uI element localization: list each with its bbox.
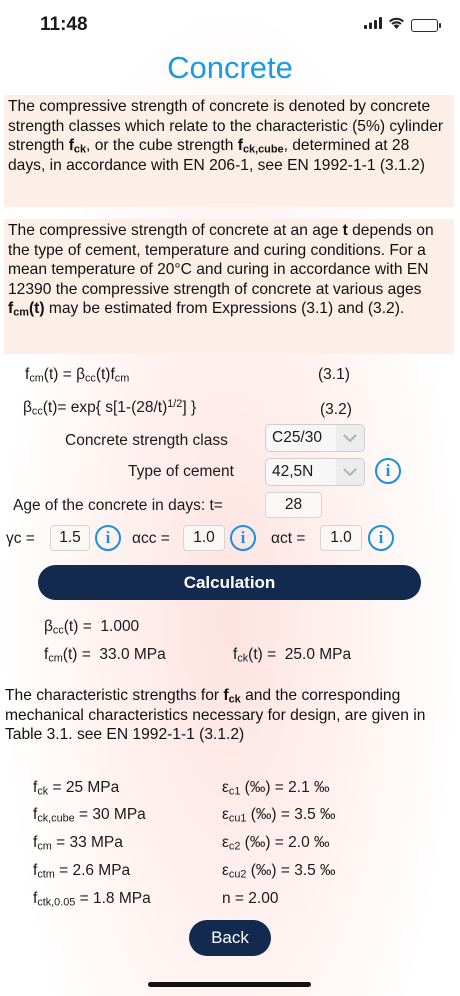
result-bcc: $\beta_{cc}(t) = 1.000$ (44, 618, 140, 637)
alpha-cc-label: αcc = (132, 530, 170, 547)
cement-value: 42,5N (272, 463, 314, 480)
signal-icon (364, 16, 382, 34)
strength-class-select[interactable] (265, 424, 365, 452)
char-fckcube: $f_{ck,cube} = 30$ MPa (33, 806, 146, 825)
gamma-c-input[interactable]: 1.5 (50, 525, 90, 551)
formula-3-2-ref: (3.2) (320, 401, 352, 418)
result-fcm: $f_{cm}(t) = 33.0$ MPa (44, 646, 166, 665)
age-input[interactable]: 28 (265, 492, 322, 518)
cement-label: Type of cement (128, 463, 234, 480)
char-ecu2: $\varepsilon_{cu2}$ (‰) = 3.5 ‰ (222, 862, 336, 881)
intro-paragraph-2: The compressive strength of concrete at an age t depends on the type of cement, temperature and curing conditions. For a mean temperature of 20°C and curing in accordance with EN 12390 the compressive strength of concrete at various ages $f_{cm}(t)$ may be estimated from Expressions (3.1) and (3.2). (4, 219, 454, 354)
result-fck: $f_{ck}(t) = 25.0$ MPa (233, 646, 352, 665)
alpha-ct-label: αct = (271, 530, 306, 547)
calculation-button[interactable]: Calculation (38, 565, 421, 600)
strength-class-value: C25/30 (272, 429, 322, 446)
cement-select[interactable] (265, 458, 365, 486)
status-bar (0, 0, 460, 50)
char-fcm: $f_{cm} = 33$ MPa (33, 834, 123, 853)
alpha-ct-input[interactable]: 1.0 (320, 525, 362, 551)
alpha-cc-info-icon[interactable]: i (230, 525, 256, 551)
char-fck: $f_{ck} = 25$ MPa (33, 779, 120, 798)
formula-3-1-ref: (3.1) (318, 366, 350, 383)
char-fctm: $f_{ctm} = 2.6$ MPa (33, 862, 131, 881)
gamma-c-label: γc = (6, 530, 35, 547)
formula-3-1: $f_{cm}(t) = \beta_{cc}(t)f_{cm}$ (25, 366, 130, 385)
home-indicator[interactable] (148, 982, 311, 987)
chevron-down-icon (336, 425, 364, 451)
strength-class-label: Concrete strength class (65, 432, 228, 449)
char-n: n = 2.00 (222, 890, 279, 907)
formula-3-2: $\beta_{cc}(t)= \exp${ $s[1-(28/t)^{1/2}]$ } (23, 398, 197, 418)
wifi-icon (388, 16, 405, 34)
status-time: 11:48 (40, 14, 88, 35)
chevron-down-icon (336, 459, 364, 485)
result-fcm-value: 33.0 MPa (99, 646, 166, 663)
characteristics-note: The characteristic strengths for $f_{ck}$ and the corresponding mechanical characteristics necessary for design, are given in Table 3.1. see EN 1992-1-1 (3.1.2) (5, 687, 426, 743)
battery-icon (411, 19, 438, 32)
char-ecu1: $\varepsilon_{cu1}$ (‰) = 3.5 ‰ (222, 806, 336, 825)
status-icons (364, 16, 438, 34)
gamma-c-info-icon[interactable]: i (95, 525, 121, 551)
alpha-ct-info-icon[interactable]: i (368, 525, 394, 551)
back-button[interactable]: Back (189, 920, 271, 956)
age-label: Age of the concrete in days: t= (13, 497, 223, 514)
char-fctk: $f_{ctk,0.05} = 1.8$ MPa (33, 890, 151, 909)
char-ec2: $\varepsilon_{c2}$ (‰) = 2.0 ‰ (222, 834, 330, 853)
alpha-cc-input[interactable]: 1.0 (183, 525, 225, 551)
cement-info-icon[interactable]: i (375, 458, 401, 484)
char-ec1: $\varepsilon_{c1}$ (‰) = 2.1 ‰ (222, 779, 330, 798)
result-bcc-value: 1.000 (100, 618, 140, 635)
result-fck-value: 25.0 MPa (284, 646, 352, 663)
page-title: Concrete (167, 50, 293, 85)
intro-paragraph-1: The compressive strength of concrete is denoted by concrete strength classes which relate to the characteristic (5%) cylinder strength $f_{ck}$, or the cube strength $f_{ck,cube}$, determined at 28 days, in accordance with EN 206-1, see EN 1992-1-1 (3.1.2) (4, 95, 454, 207)
